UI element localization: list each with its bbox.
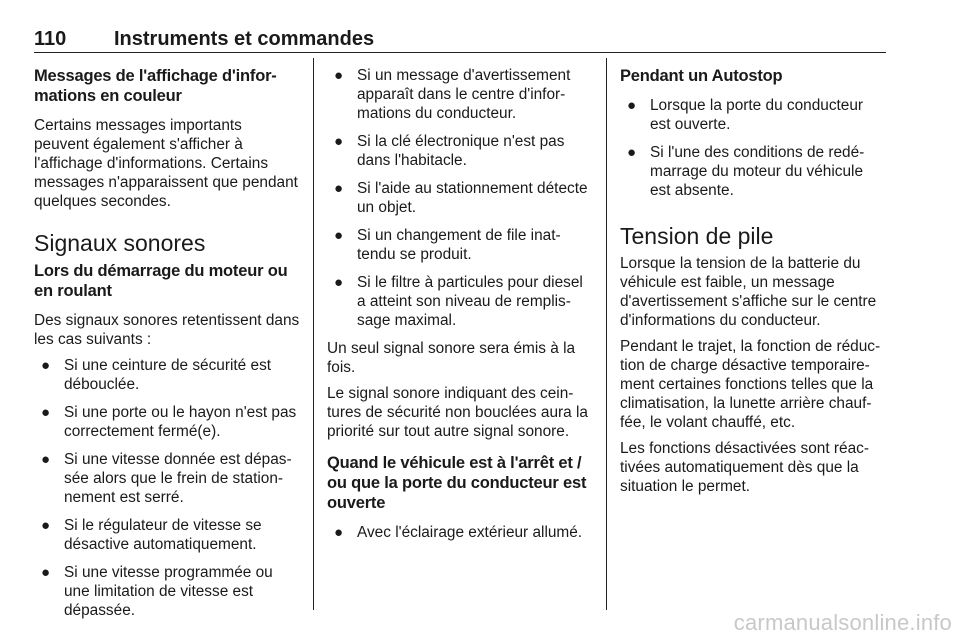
list-item-text: Si un message d'avertissement apparaît dans le centre d'infor-mations du conducteur.: [357, 67, 571, 122]
column-3: [620, 66, 886, 503]
column-2: [327, 66, 593, 551]
list-item-text: Si une vitesse programmée ou une limitation de vitesse est dépassée.: [64, 564, 273, 619]
paragraph-reactivation: Les fonctions désactivées sont réac-tivées automatiquement dès que la situation le permet.: [620, 440, 869, 495]
list-item-text: Si une ceinture de sécurité est débouclée.: [64, 357, 272, 393]
list-item: [34, 450, 300, 507]
list-item-text: Si le filtre à particules pour diesel a atteint son niveau de remplis-sage maximal.: [357, 274, 583, 329]
page-number: 110: [34, 28, 67, 50]
list-item: [620, 143, 886, 200]
list-item-text: Si une porte ou le hayon n'est pas correctement fermé(e).: [64, 404, 297, 440]
bullet-list-arret: [327, 523, 593, 542]
heading-vehicule-arret: Quand le véhicule est à l'arrêt et / ou que la porte du conducteur est ouverte: [327, 454, 587, 512]
bullet-list-signaux-suite: [327, 66, 593, 330]
list-item-text: Si l'une des conditions de redé-marrage du moteur du véhicule est absente.: [650, 144, 865, 199]
bullet-icon: ●: [41, 564, 51, 581]
bullet-icon: ●: [627, 144, 637, 161]
heading-demarrage-moteur: Lors du démarrage du moteur ou en roulant: [34, 262, 288, 300]
page-title: Instruments et commandes: [114, 28, 375, 50]
bullet-icon: ●: [41, 357, 51, 374]
list-item: [34, 563, 300, 620]
page-header: [34, 28, 886, 54]
bullet-icon: ●: [334, 133, 344, 150]
paragraph-reduction-charge: Pendant le trajet, la fonction de réduc-tion de charge désactive temporaire-ment certaines fonctions telles que la climatisation, la lunette arrière chauf-fée, le volant chauffé, etc.: [620, 338, 881, 431]
paragraph-signal-unique: Un seul signal sonore sera émis à la fois.: [327, 340, 576, 376]
list-item-text: Si un changement de file inat-tendu se produit.: [357, 227, 561, 263]
paragraph-priorite-ceinture: Le signal sonore indiquant des cein-tures de sécurité non bouclées aura la priorité sur tout autre signal sonore.: [327, 385, 588, 440]
list-item: [34, 356, 300, 394]
list-item: [34, 403, 300, 441]
bullet-icon: ●: [334, 180, 344, 197]
bullet-icon: ●: [334, 274, 344, 291]
bullet-list-autostop: [620, 96, 886, 200]
watermark-text: carmanualsonline.info: [733, 610, 952, 635]
column-divider-1: [313, 58, 314, 610]
header-rule: [34, 52, 886, 53]
bullet-icon: ●: [41, 404, 51, 421]
list-item: [327, 66, 593, 123]
column-divider-2: [606, 58, 607, 610]
paragraph-tension-faible: Lorsque la tension de la batterie du véhicule est faible, un message d'avertissement s'affiche sur le centre d'informations du conducteur.: [620, 255, 877, 329]
bullet-icon: ●: [334, 524, 344, 541]
bullet-list-signaux: [34, 356, 300, 620]
bullet-icon: ●: [41, 517, 51, 534]
list-item: [327, 132, 593, 170]
bullet-icon: ●: [41, 451, 51, 468]
list-item: [34, 516, 300, 554]
list-item: [327, 523, 593, 542]
column-1: [34, 66, 300, 629]
heading-autostop: Pendant un Autostop: [620, 67, 783, 85]
list-item: [620, 96, 886, 134]
paragraph-cas-suivants: Des signaux sonores retentissent dans les cas suivants :: [34, 312, 300, 348]
bullet-icon: ●: [334, 227, 344, 244]
heading-messages-affichage: Messages de l'affichage d'infor-mations en couleur: [34, 67, 277, 105]
list-item-text: Si l'aide au stationnement détecte un objet.: [357, 180, 588, 216]
list-item: [327, 226, 593, 264]
list-item-text: Si le régulateur de vitesse se désactive automatiquement.: [64, 517, 262, 553]
heading-signaux-sonores: Signaux sonores: [34, 230, 206, 256]
list-item: [327, 273, 593, 330]
bullet-icon: ●: [627, 97, 637, 114]
bullet-icon: ●: [334, 67, 344, 84]
paragraph-messages: Certains messages importants peuvent également s'afficher à l'affichage d'informations. Certains messages n'apparaissent que pendant quelques secondes.: [34, 117, 298, 210]
list-item-text: Si une vitesse donnée est dépas-sée alors que le frein de station-nement est serré.: [64, 451, 292, 506]
list-item-text: Lorsque la porte du conducteur est ouverte.: [650, 97, 864, 133]
list-item-text: Si la clé électronique n'est pas dans l'habitacle.: [357, 133, 565, 169]
heading-tension-pile: Tension de pile: [620, 223, 774, 249]
list-item-text: Avec l'éclairage extérieur allumé.: [357, 524, 583, 541]
list-item: [327, 179, 593, 217]
